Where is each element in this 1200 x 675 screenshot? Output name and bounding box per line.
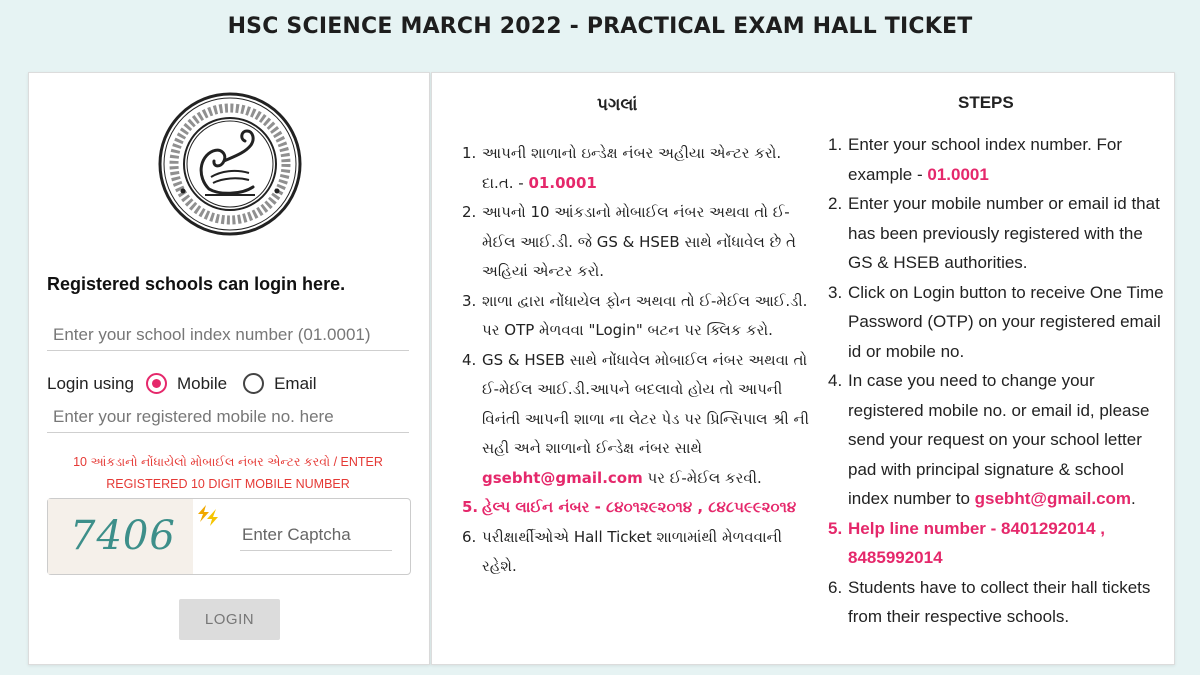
gujarati-step-4: 4. GS & HSEB સાથે નોંધાવેલ મોબાઈલ નંબર અથવા તો ઈ-મેઈલ આઈ.ડી.આપને બદલાવો હોય તો આપની વિનંતી આપની શાળા ના લેટર પેડ પર પ્રિન્સિપાલ શ્રી ની સહી અને શાળાનો ઈન્ડેક્ષ નંબર સાથે gsebht@gmail.com પર ઈ-મેઈલ કરવી. [462, 350, 809, 487]
captcha-image [48, 499, 193, 574]
mobile-number-input[interactable] [47, 401, 409, 433]
mobile-warning-text [47, 451, 409, 495]
english-step-3: 3. Click on Login button to receive One Time Password (OTP) on your registered email id or mobile no. [828, 282, 1164, 361]
email-link[interactable]: gsebht@gmail.com [482, 468, 643, 487]
gujarati-step-2: 2. આપનો 10 આંકડાનો મોબાઈલ નંબર અથવા તો ઈ-મેઈલ આઈ.ડી. જે GS & HSEB સાથે નોંધાવેલ છે તે અહિયાં એન્ટર કરો. [462, 203, 796, 280]
english-step-4: 4. In case you need to change your registered mobile no. or email id, please send your request on your school letter pad with principal signature & school index number to gsebht@gmail.com. [828, 371, 1150, 508]
gujarati-step-1: 1. આપની શાળાનો ઇન્ડેક્ષ નંબર અહીયા એન્ટર કરો. દા.ત. - 01.0001 [462, 144, 782, 192]
captcha-value: 7406 [70, 513, 176, 559]
login-panel [28, 72, 430, 665]
board-seal-icon [157, 91, 303, 237]
mobile-radio-label[interactable]: Mobile [176, 373, 228, 393]
index-example: 01.0001 [528, 173, 597, 192]
english-steps-heading: STEPS [958, 93, 1014, 112]
warning-line-2: REGISTERED 10 DIGIT MOBILE NUMBER [106, 477, 350, 491]
gujarati-steps-heading: પગલાં [597, 95, 638, 115]
login-heading: Registered schools can login here. [47, 274, 346, 294]
email-radio[interactable] [243, 373, 264, 394]
english-step-5: 5. Help line number - 8401292014 , 8485992014 [828, 518, 1106, 567]
login-method-group [47, 373, 321, 394]
index-example: 01.0001 [927, 164, 989, 184]
warning-line-1: 10 આંકડાનો નોંધાયેલો મોબાઈલ નંબર એન્ટર કરવો / ENTER [73, 455, 383, 469]
gujarati-step-3: 3. શાળા દ્વારા નોંધાયેલ ફોન અથવા તો ઈ-મેઈલ આઈ.ડી. પર OTP મેળવવા "Login" બટન પર ક્લિક કરો. [462, 291, 808, 339]
english-step-2: 2. Enter your mobile number or email id that has been previously registered with the GS & HSEB authorities. [828, 194, 1160, 272]
login-using-label: Login using [47, 373, 134, 393]
login-button[interactable]: LOGIN [179, 599, 280, 640]
english-step-1: 1. Enter your school index number. For example - 01.0001 [828, 135, 1123, 184]
refresh-icon[interactable] [192, 501, 224, 529]
page-title: HSC SCIENCE MARCH 2022 - PRACTICAL EXAM HALL TICKET [227, 14, 973, 39]
captcha-box [47, 498, 411, 575]
school-index-input[interactable] [47, 319, 409, 351]
gujarati-steps-list [462, 139, 812, 582]
captcha-input[interactable] [240, 519, 392, 551]
gujarati-step-5: 5. હેલ્પ લાઈન નંબર - ૮૪૦૧૨૯૨૦૧૪ , ૮૪૮૫૯૯૨૦૧૪ [462, 498, 797, 516]
email-radio-label[interactable]: Email [274, 373, 317, 393]
mobile-radio[interactable] [146, 373, 167, 394]
english-step-6: 6. Students have to collect their hall tickets from their respective schools. [828, 577, 1151, 626]
instructions-panel [431, 72, 1175, 665]
email-link[interactable]: gsebht@gmail.com [974, 489, 1132, 508]
english-steps-list [828, 130, 1168, 632]
gujarati-step-6: 6. પરીક્ષાર્થીઓએ Hall Ticket શાળામાંથી મેળવવાની રહેશે. [462, 527, 783, 575]
